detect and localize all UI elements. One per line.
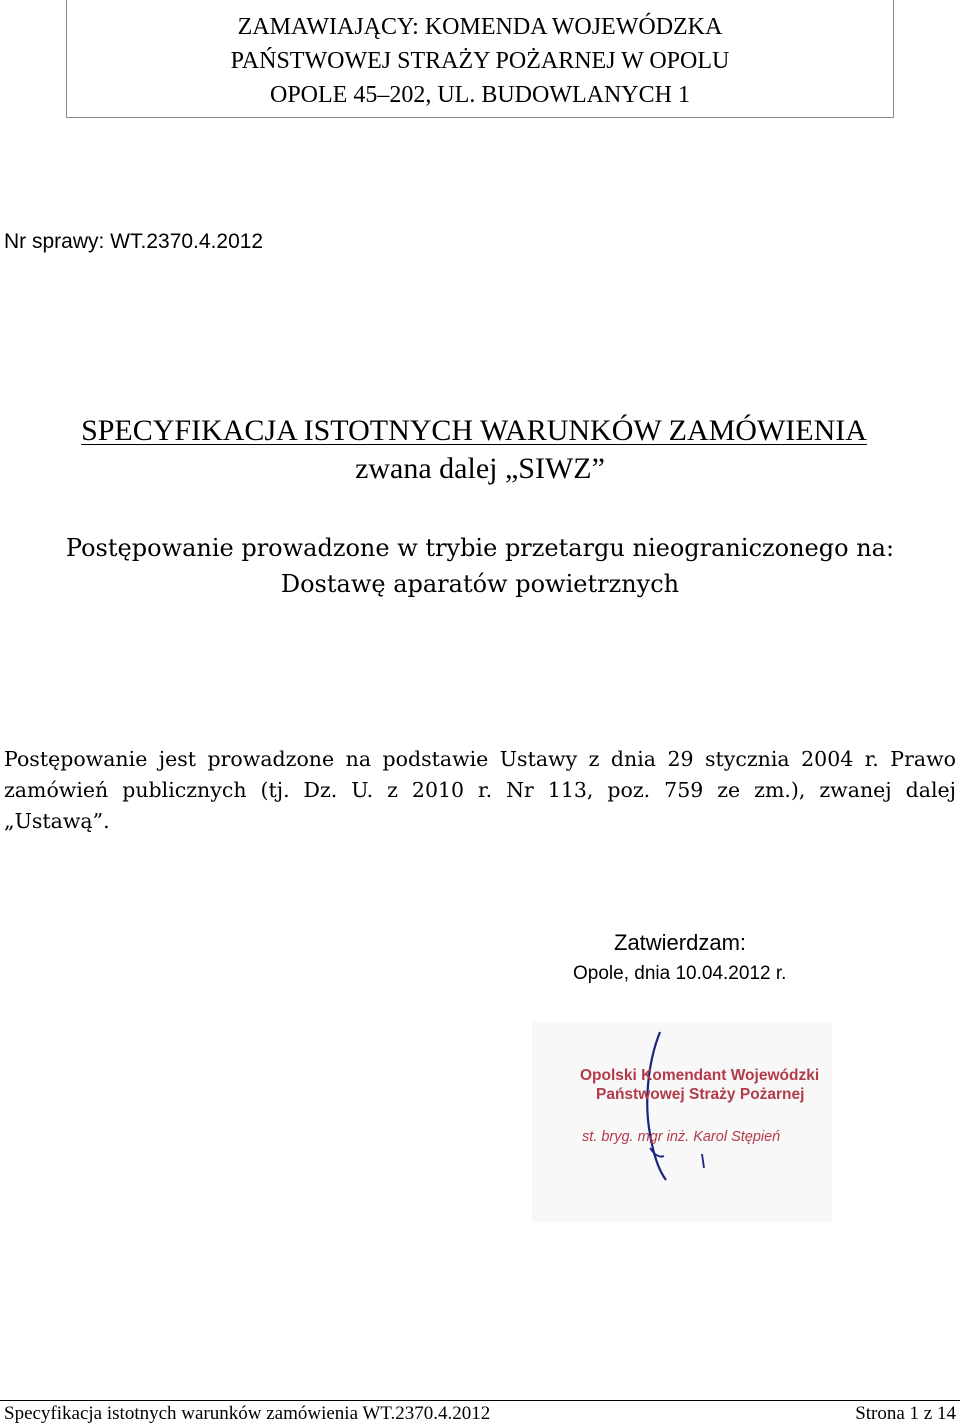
approval-label: Zatwierdzam: [614,930,747,955]
procedure-subject: Dostawę aparatów powietrznych [280,570,680,598]
stamp-line-name: st. bryg. mgr inż. Karol Stępień [582,1129,781,1145]
stamp-scan-background [532,1022,832,1222]
orderer-header-box [66,0,894,118]
stamp-line-title: Opolski Komendant Wojewódzki [580,1067,820,1084]
official-stamp-signature [532,1022,832,1222]
procedure-description: Postępowanie prowadzone w trybie przetargu nieograniczonego na: [65,534,895,562]
orderer-name-line-1: ZAMAWIAJĄCY: KOMENDA WOJEWÓDZKA [237,14,723,40]
footer-page-number: Strona 1 z 14 [855,1403,956,1424]
orderer-address-line: OPOLE 45–202, UL. BUDOWLANYCH 1 [270,82,690,108]
footer-document-name: Specyfikacja istotnych warunków zamówienia WT.2370.4.2012 [4,1403,491,1424]
legal-basis-paragraph: Postępowanie jest prowadzone na podstawie Ustawy z dnia 29 stycznia 2004 r. Prawo zamówień publicznych (tj. Dz. U. z 2010 r. Nr 113, poz. 759 ze zm.), zwanej dalej „Ustawą”. [4,747,956,833]
case-number: Nr sprawy: WT.2370.4.2012 [4,230,264,253]
stamp-line-institution: Państwowej Straży Pożarnej [596,1086,805,1103]
footer-divider [0,1400,960,1401]
approval-place-date: Opole, dnia 10.04.2012 r. [573,963,787,984]
orderer-name-line-2: PAŃSTWOWEJ STRAŻY POŻARNEJ W OPOLU [230,48,730,74]
document-title [0,414,960,448]
document-title-text: SPECYFIKACJA ISTOTNYCH WARUNKÓW ZAMÓWIENIA [81,414,867,447]
document-subtitle: zwana dalej „SIWZ” [355,452,605,485]
